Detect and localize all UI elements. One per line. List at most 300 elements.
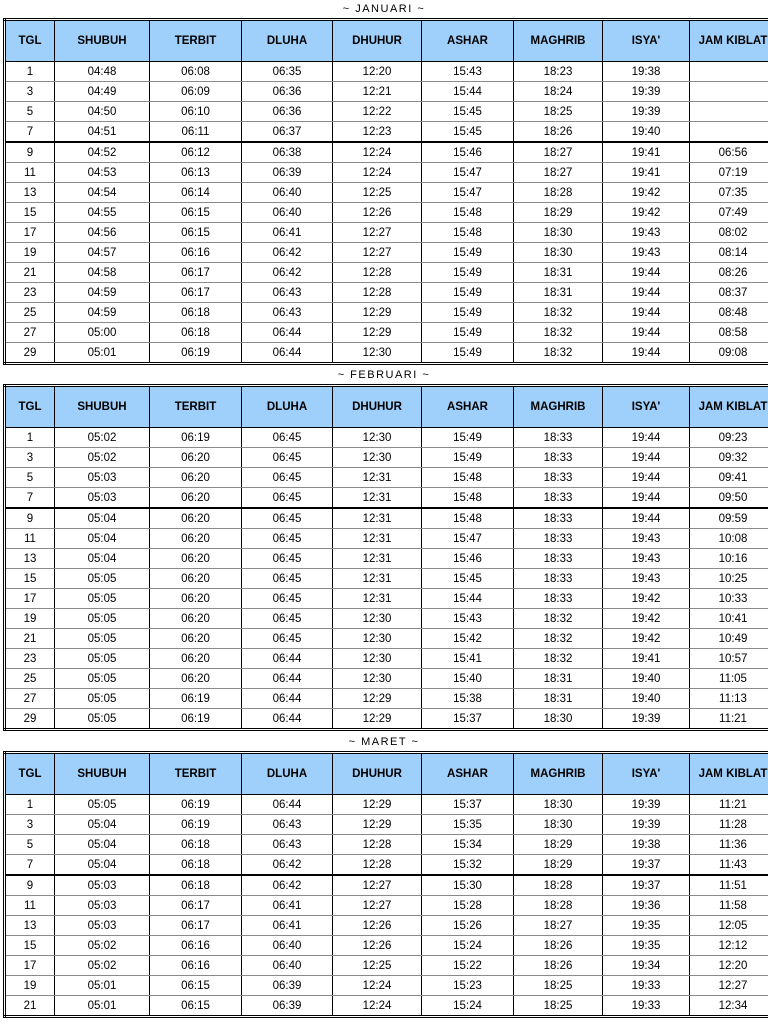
table-cell: [690, 102, 768, 122]
table-cell: 04:52: [55, 142, 150, 163]
table-cell: 15:47: [422, 163, 514, 183]
column-header: DHUHUR: [333, 20, 422, 62]
table-cell: 12:27: [333, 243, 422, 263]
table-cell: 05:03: [55, 896, 150, 916]
table-cell: 9: [5, 875, 55, 896]
table-cell: 3: [5, 82, 55, 102]
table-cell: 18:32: [514, 649, 603, 669]
table-cell: 05:03: [55, 488, 150, 509]
table-cell: 15:34: [422, 835, 514, 855]
table-cell: 18:29: [514, 855, 603, 876]
table-cell: 06:16: [150, 243, 242, 263]
table-cell: 12:28: [333, 283, 422, 303]
table-cell: 10:41: [690, 609, 768, 629]
table-cell: 15:26: [422, 916, 514, 936]
table-cell: 19:42: [603, 609, 690, 629]
column-header: DHUHUR: [333, 386, 422, 428]
table-cell: 06:18: [150, 835, 242, 855]
table-cell: 06:11: [150, 122, 242, 143]
table-cell: 12:24: [333, 142, 422, 163]
table-cell: 15: [5, 569, 55, 589]
table-cell: 06:20: [150, 649, 242, 669]
table-cell: 12:30: [333, 448, 422, 468]
table-cell: 05:02: [55, 936, 150, 956]
column-header: ISYA': [603, 20, 690, 62]
table-cell: 15:46: [422, 549, 514, 569]
table-cell: 12:30: [333, 669, 422, 689]
table-cell: 19:44: [603, 428, 690, 448]
table-cell: 15:42: [422, 629, 514, 649]
table-cell: 04:57: [55, 243, 150, 263]
table-cell: 11:58: [690, 896, 768, 916]
table-cell: 05:05: [55, 795, 150, 815]
table-cell: 19:33: [603, 996, 690, 1017]
table-cell: 06:45: [242, 629, 333, 649]
table-cell: 15:41: [422, 649, 514, 669]
table-cell: 12:27: [333, 896, 422, 916]
table-cell: 10:49: [690, 629, 768, 649]
month-section-maret: [3, 733, 768, 1018]
table-cell: 18:28: [514, 183, 603, 203]
table-cell: 18:26: [514, 122, 603, 143]
table-cell: 06:09: [150, 82, 242, 102]
table-cell: 12:21: [333, 82, 422, 102]
table-cell: 19:44: [603, 468, 690, 488]
table-cell: 13: [5, 183, 55, 203]
table-cell: 11: [5, 529, 55, 549]
table-cell: 12:24: [333, 996, 422, 1017]
table-cell: 15:37: [422, 709, 514, 730]
table-cell: 15:23: [422, 976, 514, 996]
table-row: [5, 649, 768, 669]
table-cell: 06:44: [242, 323, 333, 343]
table-row: [5, 936, 768, 956]
table-cell: 18:29: [514, 835, 603, 855]
table-cell: 19:44: [603, 263, 690, 283]
table-cell: 12:24: [333, 163, 422, 183]
table-cell: 25: [5, 303, 55, 323]
table-cell: 15:48: [422, 203, 514, 223]
table-cell: 12:25: [333, 183, 422, 203]
header-row: [5, 20, 768, 62]
table-cell: 17: [5, 956, 55, 976]
table-cell: 12:34: [690, 996, 768, 1017]
table-cell: 09:23: [690, 428, 768, 448]
table-cell: 06:18: [150, 855, 242, 876]
table-cell: 12:28: [333, 855, 422, 876]
table-cell: 12:29: [333, 815, 422, 835]
table-cell: 11:13: [690, 689, 768, 709]
table-row: [5, 343, 768, 364]
table-cell: 9: [5, 508, 55, 529]
table-cell: 06:43: [242, 815, 333, 835]
table-cell: 19:42: [603, 629, 690, 649]
table-cell: 18:33: [514, 589, 603, 609]
table-cell: 12:31: [333, 488, 422, 509]
table-row: [5, 709, 768, 730]
table-cell: 12:29: [333, 323, 422, 343]
table-cell: 15:47: [422, 183, 514, 203]
table-cell: 04:56: [55, 223, 150, 243]
table-cell: 17: [5, 589, 55, 609]
table-cell: 06:13: [150, 163, 242, 183]
table-cell: 18:28: [514, 896, 603, 916]
table-cell: 19:44: [603, 448, 690, 468]
table-cell: 06:15: [150, 203, 242, 223]
column-header: JAM KIBLAT: [690, 20, 768, 62]
table-cell: 5: [5, 468, 55, 488]
table-cell: 06:20: [150, 669, 242, 689]
table-cell: 19:39: [603, 815, 690, 835]
table-cell: 04:53: [55, 163, 150, 183]
table-cell: 18:30: [514, 243, 603, 263]
table-row: [5, 609, 768, 629]
table-cell: 15: [5, 936, 55, 956]
table-cell: 19:37: [603, 855, 690, 876]
table-cell: 18:25: [514, 976, 603, 996]
table-cell: 05:03: [55, 875, 150, 896]
table-row: [5, 589, 768, 609]
table-cell: 10:57: [690, 649, 768, 669]
table-cell: 12:27: [690, 976, 768, 996]
table-cell: 15:35: [422, 815, 514, 835]
table-cell: 18:31: [514, 669, 603, 689]
table-cell: 06:44: [242, 689, 333, 709]
table-cell: 15:48: [422, 508, 514, 529]
table-cell: 19:42: [603, 203, 690, 223]
table-cell: 18:25: [514, 102, 603, 122]
table-cell: 06:45: [242, 488, 333, 509]
table-cell: [690, 122, 768, 143]
table-cell: 15:45: [422, 102, 514, 122]
table-cell: 11:21: [690, 795, 768, 815]
table-row: [5, 529, 768, 549]
column-header: DLUHA: [242, 386, 333, 428]
table-cell: 7: [5, 488, 55, 509]
table-cell: 06:39: [242, 163, 333, 183]
table-row: [5, 283, 768, 303]
table-cell: 5: [5, 835, 55, 855]
table-cell: 19:38: [603, 835, 690, 855]
table-cell: 05:04: [55, 815, 150, 835]
table-cell: 12:31: [333, 508, 422, 529]
table-cell: 12:20: [333, 62, 422, 82]
table-cell: 18:33: [514, 468, 603, 488]
table-cell: 15:37: [422, 795, 514, 815]
table-cell: 06:14: [150, 183, 242, 203]
table-cell: 06:45: [242, 609, 333, 629]
table-cell: 19:38: [603, 62, 690, 82]
table-cell: 12:31: [333, 529, 422, 549]
table-cell: 06:17: [150, 896, 242, 916]
table-cell: 07:35: [690, 183, 768, 203]
table-cell: 11:28: [690, 815, 768, 835]
table-cell: 18:26: [514, 936, 603, 956]
table-cell: 10:16: [690, 549, 768, 569]
table-cell: 18:27: [514, 916, 603, 936]
table-row: [5, 996, 768, 1017]
table-cell: 09:32: [690, 448, 768, 468]
table-cell: 06:12: [150, 142, 242, 163]
table-cell: 12:22: [333, 102, 422, 122]
column-header: TERBIT: [150, 386, 242, 428]
table-cell: 12:12: [690, 936, 768, 956]
table-cell: 13: [5, 916, 55, 936]
table-cell: 27: [5, 323, 55, 343]
table-cell: 19: [5, 609, 55, 629]
table-cell: 06:41: [242, 223, 333, 243]
table-cell: 12:26: [333, 936, 422, 956]
table-cell: 18:23: [514, 62, 603, 82]
table-cell: 12:31: [333, 569, 422, 589]
table-row: [5, 323, 768, 343]
table-cell: 12:27: [333, 875, 422, 896]
table-cell: 05:01: [55, 976, 150, 996]
table-cell: 15:49: [422, 303, 514, 323]
table-cell: 18:24: [514, 82, 603, 102]
table-row: [5, 815, 768, 835]
table-cell: 15:44: [422, 589, 514, 609]
table-cell: [690, 82, 768, 102]
table-cell: 04:59: [55, 303, 150, 323]
table-cell: 08:58: [690, 323, 768, 343]
table-cell: 19:44: [603, 323, 690, 343]
table-cell: 12:29: [333, 709, 422, 730]
table-cell: 12:30: [333, 629, 422, 649]
table-cell: 18:32: [514, 343, 603, 364]
table-cell: 19:41: [603, 649, 690, 669]
table-cell: 5: [5, 102, 55, 122]
table-cell: 08:14: [690, 243, 768, 263]
table-cell: 15:49: [422, 343, 514, 364]
table-cell: 07:19: [690, 163, 768, 183]
table-row: [5, 875, 768, 896]
table-cell: 06:41: [242, 916, 333, 936]
table-row: [5, 689, 768, 709]
table-cell: 15:43: [422, 62, 514, 82]
table-cell: 19:40: [603, 669, 690, 689]
table-row: [5, 243, 768, 263]
table-cell: 15:32: [422, 855, 514, 876]
table-cell: 19:42: [603, 589, 690, 609]
table-cell: 18:32: [514, 323, 603, 343]
table-row: [5, 835, 768, 855]
column-header: DLUHA: [242, 753, 333, 795]
table-cell: 05:05: [55, 569, 150, 589]
table-cell: 06:37: [242, 122, 333, 143]
column-header: ISYA': [603, 753, 690, 795]
table-cell: 06:10: [150, 102, 242, 122]
table-cell: 13: [5, 549, 55, 569]
table-cell: 04:54: [55, 183, 150, 203]
table-cell: 06:56: [690, 142, 768, 163]
table-cell: 06:19: [150, 689, 242, 709]
table-cell: 15: [5, 203, 55, 223]
table-cell: 06:39: [242, 976, 333, 996]
table-cell: 09:08: [690, 343, 768, 364]
table-cell: 11:36: [690, 835, 768, 855]
table-cell: 19:35: [603, 916, 690, 936]
table-cell: 06:20: [150, 529, 242, 549]
table-cell: 15:48: [422, 468, 514, 488]
table-row: [5, 223, 768, 243]
table-cell: 06:20: [150, 508, 242, 529]
table-cell: 15:38: [422, 689, 514, 709]
month-section-februari: [3, 366, 768, 731]
table-cell: 7: [5, 122, 55, 143]
table-cell: 04:49: [55, 82, 150, 102]
table-cell: 15:43: [422, 609, 514, 629]
table-cell: 06:18: [150, 303, 242, 323]
table-cell: 06:20: [150, 448, 242, 468]
table-cell: 06:45: [242, 549, 333, 569]
table-cell: 19:40: [603, 689, 690, 709]
table-cell: 15:49: [422, 243, 514, 263]
table-row: [5, 508, 768, 529]
column-header: TGL: [5, 386, 55, 428]
table-row: [5, 488, 768, 509]
table-cell: 23: [5, 283, 55, 303]
table-cell: 19:43: [603, 549, 690, 569]
column-header: TGL: [5, 753, 55, 795]
table-cell: [690, 62, 768, 82]
table-cell: 1: [5, 795, 55, 815]
table-cell: 05:03: [55, 916, 150, 936]
column-header: ASHAR: [422, 386, 514, 428]
table-cell: 12:29: [333, 795, 422, 815]
table-cell: 19:40: [603, 122, 690, 143]
table-cell: 12:31: [333, 589, 422, 609]
header-row: [5, 753, 768, 795]
table-cell: 08:48: [690, 303, 768, 323]
table-cell: 12:31: [333, 468, 422, 488]
table-cell: 19:41: [603, 142, 690, 163]
table-cell: 21: [5, 263, 55, 283]
prayer-schedule-table: [3, 751, 768, 1018]
table-cell: 18:25: [514, 996, 603, 1017]
table-cell: 18:31: [514, 263, 603, 283]
table-cell: 08:37: [690, 283, 768, 303]
table-row: [5, 916, 768, 936]
table-cell: 06:19: [150, 795, 242, 815]
table-cell: 09:50: [690, 488, 768, 509]
table-cell: 05:02: [55, 448, 150, 468]
table-cell: 06:45: [242, 529, 333, 549]
table-cell: 15:28: [422, 896, 514, 916]
table-cell: 12:26: [333, 203, 422, 223]
table-cell: 18:32: [514, 303, 603, 323]
table-cell: 05:04: [55, 508, 150, 529]
table-cell: 06:45: [242, 589, 333, 609]
table-cell: 18:33: [514, 428, 603, 448]
table-cell: 06:42: [242, 875, 333, 896]
column-header: MAGHRIB: [514, 386, 603, 428]
table-cell: 19:43: [603, 243, 690, 263]
table-cell: 05:05: [55, 629, 150, 649]
table-row: [5, 82, 768, 102]
table-cell: 06:15: [150, 976, 242, 996]
table-row: [5, 183, 768, 203]
table-cell: 21: [5, 996, 55, 1017]
table-cell: 04:59: [55, 283, 150, 303]
column-header: ISYA': [603, 386, 690, 428]
table-cell: 19:41: [603, 163, 690, 183]
table-cell: 11:05: [690, 669, 768, 689]
table-row: [5, 976, 768, 996]
table-cell: 18:30: [514, 815, 603, 835]
table-cell: 06:45: [242, 428, 333, 448]
table-cell: 11:51: [690, 875, 768, 896]
table-cell: 06:20: [150, 569, 242, 589]
table-cell: 06:44: [242, 709, 333, 730]
column-header: TERBIT: [150, 753, 242, 795]
table-cell: 12:05: [690, 916, 768, 936]
table-row: [5, 448, 768, 468]
table-row: [5, 669, 768, 689]
table-cell: 06:18: [150, 323, 242, 343]
table-cell: 06:36: [242, 82, 333, 102]
table-cell: 05:05: [55, 609, 150, 629]
table-cell: 11:21: [690, 709, 768, 730]
table-cell: 05:00: [55, 323, 150, 343]
table-cell: 06:40: [242, 203, 333, 223]
column-header: TERBIT: [150, 20, 242, 62]
table-cell: 18:33: [514, 508, 603, 529]
table-cell: 06:44: [242, 343, 333, 364]
table-cell: 05:05: [55, 689, 150, 709]
table-cell: 05:05: [55, 709, 150, 730]
table-cell: 06:45: [242, 569, 333, 589]
table-cell: 27: [5, 689, 55, 709]
table-cell: 15:49: [422, 283, 514, 303]
table-cell: 19:44: [603, 303, 690, 323]
table-cell: 06:45: [242, 448, 333, 468]
table-cell: 19:44: [603, 283, 690, 303]
table-cell: 06:45: [242, 468, 333, 488]
table-cell: 05:04: [55, 529, 150, 549]
table-cell: 19:37: [603, 875, 690, 896]
column-header: MAGHRIB: [514, 20, 603, 62]
table-row: [5, 303, 768, 323]
column-header: MAGHRIB: [514, 753, 603, 795]
table-cell: 15:24: [422, 936, 514, 956]
table-row: [5, 163, 768, 183]
header-row: [5, 386, 768, 428]
table-cell: 12:27: [333, 223, 422, 243]
table-cell: 19:43: [603, 529, 690, 549]
table-cell: 05:02: [55, 956, 150, 976]
table-cell: 15:45: [422, 569, 514, 589]
table-cell: 05:02: [55, 428, 150, 448]
table-cell: 12:24: [333, 976, 422, 996]
table-cell: 06:20: [150, 609, 242, 629]
table-cell: 19: [5, 976, 55, 996]
table-row: [5, 142, 768, 163]
table-row: [5, 795, 768, 815]
column-header: SHUBUH: [55, 20, 150, 62]
prayer-schedule-table: [3, 384, 768, 731]
table-cell: 18:33: [514, 549, 603, 569]
table-cell: 12:30: [333, 428, 422, 448]
table-row: [5, 203, 768, 223]
table-cell: 1: [5, 428, 55, 448]
table-cell: 10:08: [690, 529, 768, 549]
table-cell: 12:30: [333, 609, 422, 629]
table-cell: 18:30: [514, 223, 603, 243]
table-cell: 19: [5, 243, 55, 263]
table-cell: 23: [5, 649, 55, 669]
table-cell: 29: [5, 343, 55, 364]
